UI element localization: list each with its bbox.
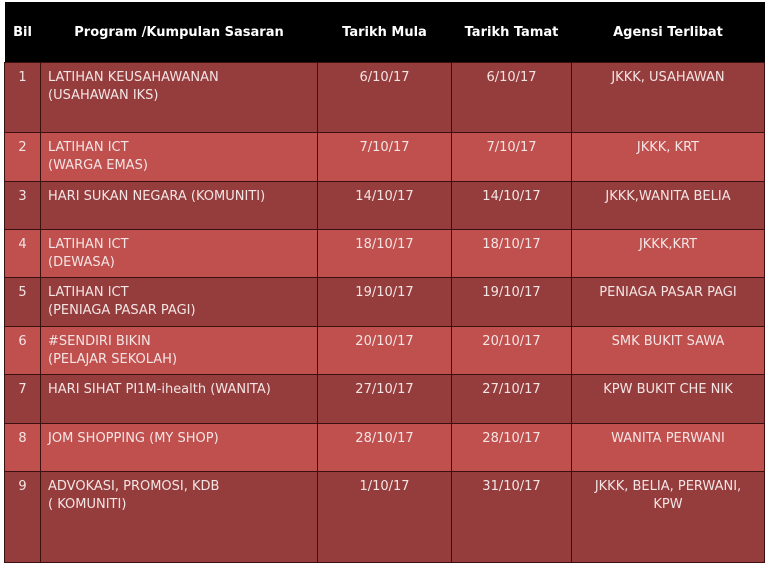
row-number: 5 — [5, 278, 41, 327]
end-date: 31/10/17 — [452, 472, 572, 563]
start-date: 1/10/17 — [318, 472, 452, 563]
row-number: 1 — [5, 63, 41, 133]
start-date: 14/10/17 — [318, 182, 452, 230]
row-number: 4 — [5, 230, 41, 278]
row-number: 2 — [5, 133, 41, 182]
agency: JKKK, KRT — [572, 133, 765, 182]
agency: WANITA PERWANI — [572, 424, 765, 472]
end-date: 27/10/17 — [452, 375, 572, 424]
table-row — [5, 133, 765, 182]
row-number: 3 — [5, 182, 41, 230]
row-number: 8 — [5, 424, 41, 472]
row-number: 7 — [5, 375, 41, 424]
agency: KPW BUKIT CHE NIK — [572, 375, 765, 424]
header-program: Program /Kumpulan Sasaran — [41, 2, 318, 63]
end-date: 20/10/17 — [452, 327, 572, 375]
agency: JKKK, USAHAWAN — [572, 63, 765, 133]
start-date: 27/10/17 — [318, 375, 452, 424]
program-name: LATIHAN ICT (WARGA EMAS) — [41, 133, 318, 182]
end-date: 18/10/17 — [452, 230, 572, 278]
program-name: LATIHAN ICT (DEWASA) — [41, 230, 318, 278]
table-row — [5, 230, 765, 278]
table-row — [5, 327, 765, 375]
header-bil: Bil — [5, 2, 41, 63]
agency: SMK BUKIT SAWA — [572, 327, 765, 375]
start-date: 19/10/17 — [318, 278, 452, 327]
program-name: HARI SUKAN NEGARA (KOMUNITI) — [41, 182, 318, 230]
header-start-date: Tarikh Mula — [318, 2, 452, 63]
program-name: HARI SIHAT PI1M-ihealth (WANITA) — [41, 375, 318, 424]
table-row — [5, 278, 765, 327]
program-name: #SENDIRI BIKIN (PELAJAR SEKOLAH) — [41, 327, 318, 375]
end-date: 19/10/17 — [452, 278, 572, 327]
start-date: 20/10/17 — [318, 327, 452, 375]
row-number: 6 — [5, 327, 41, 375]
header-agency: Agensi Terlibat — [572, 2, 765, 63]
program-name: LATIHAN ICT (PENIAGA PASAR PAGI) — [41, 278, 318, 327]
start-date: 18/10/17 — [318, 230, 452, 278]
row-number: 9 — [5, 472, 41, 563]
agency: JKKK, BELIA, PERWANI, KPW — [572, 472, 765, 563]
end-date: 6/10/17 — [452, 63, 572, 133]
program-schedule-table — [4, 2, 765, 563]
table-row — [5, 182, 765, 230]
end-date: 7/10/17 — [452, 133, 572, 182]
program-name: LATIHAN KEUSAHAWANAN (USAHAWAN IKS) — [41, 63, 318, 133]
header-end-date: Tarikh Tamat — [452, 2, 572, 63]
table-row — [5, 472, 765, 563]
table-row — [5, 375, 765, 424]
table-header-row — [5, 2, 765, 63]
agency: JKKK,WANITA BELIA — [572, 182, 765, 230]
agency: PENIAGA PASAR PAGI — [572, 278, 765, 327]
start-date: 6/10/17 — [318, 63, 452, 133]
end-date: 14/10/17 — [452, 182, 572, 230]
table-row — [5, 424, 765, 472]
agency: JKKK,KRT — [572, 230, 765, 278]
program-name: ADVOKASI, PROMOSI, KDB ( KOMUNITI) — [41, 472, 318, 563]
start-date: 7/10/17 — [318, 133, 452, 182]
table-row — [5, 63, 765, 133]
program-name: JOM SHOPPING (MY SHOP) — [41, 424, 318, 472]
start-date: 28/10/17 — [318, 424, 452, 472]
end-date: 28/10/17 — [452, 424, 572, 472]
